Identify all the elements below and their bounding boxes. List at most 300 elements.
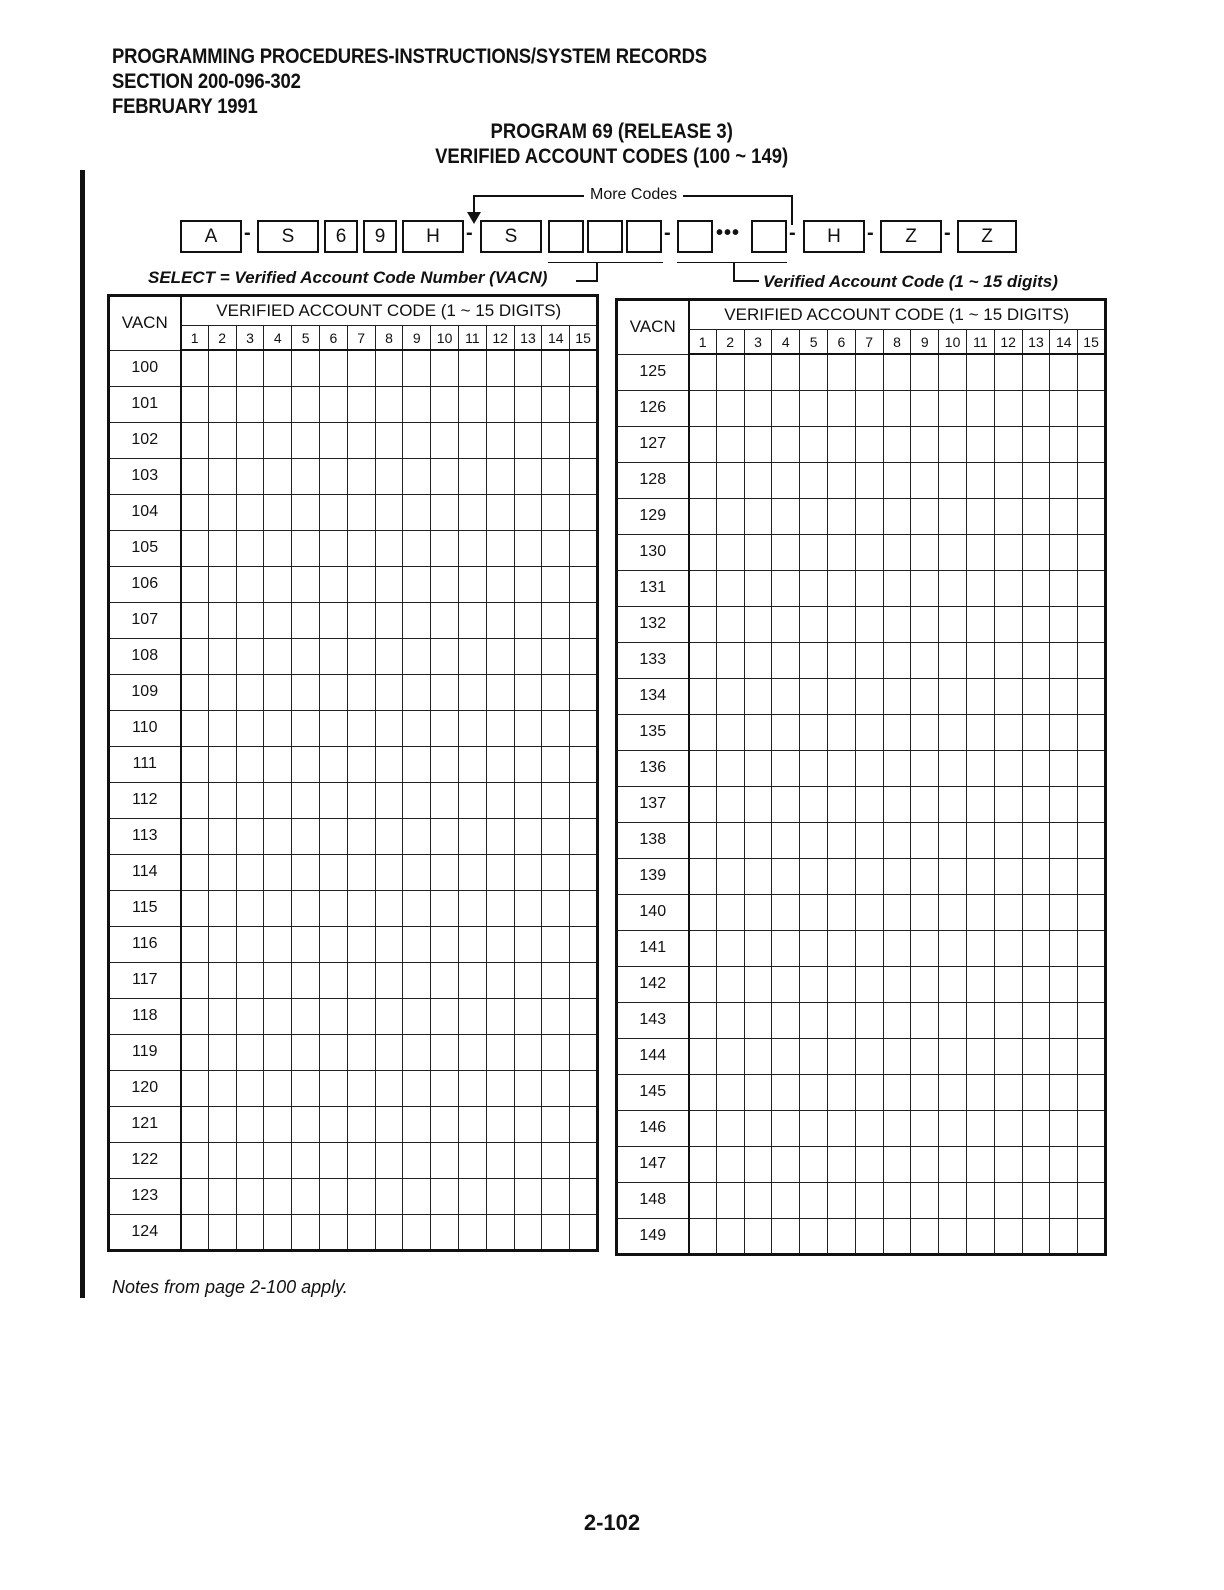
code-digit-cell[interactable] [716, 966, 744, 1002]
code-digit-cell[interactable] [1078, 714, 1106, 750]
code-digit-cell[interactable] [208, 386, 236, 422]
code-digit-cell[interactable] [181, 638, 209, 674]
code-digit-cell[interactable] [716, 1218, 744, 1254]
code-digit-cell[interactable] [800, 462, 828, 498]
code-digit-cell[interactable] [570, 1070, 598, 1106]
code-digit-cell[interactable] [800, 1002, 828, 1038]
code-digit-cell[interactable] [319, 530, 347, 566]
code-digit-cell[interactable] [347, 890, 375, 926]
code-digit-cell[interactable] [514, 926, 542, 962]
code-digit-cell[interactable] [458, 1106, 486, 1142]
code-digit-cell[interactable] [319, 1106, 347, 1142]
code-digit-cell[interactable] [292, 674, 320, 710]
code-digit-cell[interactable] [994, 1182, 1022, 1218]
code-digit-cell[interactable] [208, 458, 236, 494]
code-digit-cell[interactable] [716, 354, 744, 390]
code-digit-cell[interactable] [514, 998, 542, 1034]
code-digit-cell[interactable] [939, 570, 967, 606]
code-digit-cell[interactable] [994, 1146, 1022, 1182]
code-digit-cell[interactable] [827, 390, 855, 426]
code-digit-cell[interactable] [570, 710, 598, 746]
code-digit-cell[interactable] [458, 1034, 486, 1070]
code-digit-cell[interactable] [883, 966, 911, 1002]
code-digit-cell[interactable] [744, 714, 772, 750]
code-digit-cell[interactable] [744, 1038, 772, 1074]
code-digit-cell[interactable] [375, 710, 403, 746]
code-digit-cell[interactable] [570, 1178, 598, 1214]
code-digit-cell[interactable] [994, 714, 1022, 750]
code-digit-cell[interactable] [486, 566, 514, 602]
code-digit-cell[interactable] [855, 1110, 883, 1146]
code-digit-cell[interactable] [570, 746, 598, 782]
code-digit-cell[interactable] [855, 1146, 883, 1182]
code-digit-cell[interactable] [292, 1178, 320, 1214]
code-digit-cell[interactable] [236, 818, 264, 854]
code-digit-cell[interactable] [772, 750, 800, 786]
code-digit-cell[interactable] [347, 566, 375, 602]
code-digit-cell[interactable] [939, 1110, 967, 1146]
code-digit-cell[interactable] [800, 966, 828, 1002]
code-digit-cell[interactable] [716, 1146, 744, 1182]
code-digit-cell[interactable] [403, 746, 431, 782]
code-digit-cell[interactable] [292, 530, 320, 566]
code-digit-cell[interactable] [486, 782, 514, 818]
code-digit-cell[interactable] [1050, 1110, 1078, 1146]
code-digit-cell[interactable] [827, 498, 855, 534]
code-digit-cell[interactable] [542, 1070, 570, 1106]
code-digit-cell[interactable] [319, 638, 347, 674]
code-digit-cell[interactable] [966, 966, 994, 1002]
code-digit-cell[interactable] [1050, 1002, 1078, 1038]
code-digit-cell[interactable] [458, 1178, 486, 1214]
code-digit-cell[interactable] [264, 1034, 292, 1070]
code-digit-cell[interactable] [181, 818, 209, 854]
code-digit-cell[interactable] [689, 786, 717, 822]
code-digit-cell[interactable] [486, 1178, 514, 1214]
code-digit-cell[interactable] [403, 890, 431, 926]
code-digit-cell[interactable] [911, 354, 939, 390]
code-digit-cell[interactable] [855, 678, 883, 714]
code-digit-cell[interactable] [319, 458, 347, 494]
code-digit-cell[interactable] [542, 638, 570, 674]
code-digit-cell[interactable] [883, 1002, 911, 1038]
code-digit-cell[interactable] [347, 1178, 375, 1214]
code-digit-cell[interactable] [375, 530, 403, 566]
code-digit-cell[interactable] [486, 1142, 514, 1178]
code-digit-cell[interactable] [855, 462, 883, 498]
code-digit-cell[interactable] [403, 854, 431, 890]
code-digit-cell[interactable] [292, 1142, 320, 1178]
code-digit-cell[interactable] [994, 822, 1022, 858]
code-digit-cell[interactable] [292, 926, 320, 962]
code-digit-cell[interactable] [883, 1182, 911, 1218]
code-digit-cell[interactable] [883, 426, 911, 462]
code-digit-cell[interactable] [883, 822, 911, 858]
code-digit-cell[interactable] [486, 1034, 514, 1070]
code-digit-cell[interactable] [827, 1182, 855, 1218]
code-digit-cell[interactable] [292, 386, 320, 422]
code-digit-cell[interactable] [1050, 390, 1078, 426]
code-digit-cell[interactable] [347, 530, 375, 566]
code-digit-cell[interactable] [716, 894, 744, 930]
code-digit-cell[interactable] [208, 674, 236, 710]
code-digit-cell[interactable] [458, 674, 486, 710]
code-digit-cell[interactable] [236, 710, 264, 746]
code-digit-cell[interactable] [208, 854, 236, 890]
code-digit-cell[interactable] [486, 350, 514, 386]
code-digit-cell[interactable] [827, 678, 855, 714]
code-digit-cell[interactable] [375, 998, 403, 1034]
code-digit-cell[interactable] [375, 602, 403, 638]
code-digit-cell[interactable] [431, 890, 459, 926]
code-digit-cell[interactable] [827, 1218, 855, 1254]
code-digit-cell[interactable] [181, 854, 209, 890]
code-digit-cell[interactable] [375, 638, 403, 674]
code-digit-cell[interactable] [1022, 1110, 1050, 1146]
code-digit-cell[interactable] [319, 746, 347, 782]
code-digit-cell[interactable] [431, 1106, 459, 1142]
code-digit-cell[interactable] [1078, 498, 1106, 534]
code-digit-cell[interactable] [181, 1178, 209, 1214]
code-digit-cell[interactable] [542, 1214, 570, 1250]
code-digit-cell[interactable] [966, 390, 994, 426]
code-digit-cell[interactable] [570, 962, 598, 998]
code-digit-cell[interactable] [570, 782, 598, 818]
code-digit-cell[interactable] [689, 858, 717, 894]
code-digit-cell[interactable] [883, 1146, 911, 1182]
code-digit-cell[interactable] [514, 1034, 542, 1070]
code-digit-cell[interactable] [514, 1178, 542, 1214]
code-digit-cell[interactable] [800, 498, 828, 534]
code-digit-cell[interactable] [458, 890, 486, 926]
code-digit-cell[interactable] [264, 1106, 292, 1142]
code-digit-cell[interactable] [431, 926, 459, 962]
code-digit-cell[interactable] [486, 1106, 514, 1142]
code-digit-cell[interactable] [855, 426, 883, 462]
code-digit-cell[interactable] [375, 674, 403, 710]
code-digit-cell[interactable] [911, 786, 939, 822]
code-digit-cell[interactable] [716, 498, 744, 534]
code-digit-cell[interactable] [514, 710, 542, 746]
code-digit-cell[interactable] [966, 1146, 994, 1182]
code-digit-cell[interactable] [883, 354, 911, 390]
code-digit-cell[interactable] [1022, 606, 1050, 642]
code-digit-cell[interactable] [939, 858, 967, 894]
code-digit-cell[interactable] [994, 642, 1022, 678]
code-digit-cell[interactable] [1078, 642, 1106, 678]
code-digit-cell[interactable] [911, 606, 939, 642]
code-digit-cell[interactable] [994, 1110, 1022, 1146]
code-digit-cell[interactable] [319, 386, 347, 422]
code-digit-cell[interactable] [264, 638, 292, 674]
code-digit-cell[interactable] [716, 570, 744, 606]
code-digit-cell[interactable] [772, 714, 800, 750]
code-digit-cell[interactable] [1050, 750, 1078, 786]
code-digit-cell[interactable] [264, 566, 292, 602]
code-digit-cell[interactable] [319, 854, 347, 890]
code-digit-cell[interactable] [236, 1034, 264, 1070]
code-digit-cell[interactable] [855, 498, 883, 534]
code-digit-cell[interactable] [883, 498, 911, 534]
code-digit-cell[interactable] [1078, 606, 1106, 642]
code-digit-cell[interactable] [570, 566, 598, 602]
code-digit-cell[interactable] [236, 422, 264, 458]
code-digit-cell[interactable] [570, 458, 598, 494]
code-digit-cell[interactable] [347, 1106, 375, 1142]
code-digit-cell[interactable] [431, 746, 459, 782]
code-digit-cell[interactable] [966, 642, 994, 678]
code-digit-cell[interactable] [264, 854, 292, 890]
code-digit-cell[interactable] [542, 782, 570, 818]
code-digit-cell[interactable] [181, 998, 209, 1034]
code-digit-cell[interactable] [264, 386, 292, 422]
code-digit-cell[interactable] [911, 678, 939, 714]
code-digit-cell[interactable] [181, 1142, 209, 1178]
code-digit-cell[interactable] [292, 458, 320, 494]
code-digit-cell[interactable] [689, 498, 717, 534]
code-digit-cell[interactable] [827, 966, 855, 1002]
code-digit-cell[interactable] [347, 962, 375, 998]
code-digit-cell[interactable] [208, 1106, 236, 1142]
code-digit-cell[interactable] [347, 926, 375, 962]
code-digit-cell[interactable] [939, 1074, 967, 1110]
code-digit-cell[interactable] [181, 350, 209, 386]
code-digit-cell[interactable] [347, 782, 375, 818]
code-digit-cell[interactable] [800, 606, 828, 642]
code-digit-cell[interactable] [1022, 354, 1050, 390]
code-digit-cell[interactable] [292, 638, 320, 674]
code-digit-cell[interactable] [319, 1214, 347, 1250]
code-digit-cell[interactable] [966, 858, 994, 894]
code-digit-cell[interactable] [855, 750, 883, 786]
code-digit-cell[interactable] [1078, 858, 1106, 894]
code-digit-cell[interactable] [1078, 534, 1106, 570]
code-digit-cell[interactable] [431, 422, 459, 458]
code-digit-cell[interactable] [689, 1074, 717, 1110]
code-digit-cell[interactable] [458, 962, 486, 998]
code-digit-cell[interactable] [208, 1034, 236, 1070]
code-digit-cell[interactable] [1078, 462, 1106, 498]
code-digit-cell[interactable] [911, 1074, 939, 1110]
code-digit-cell[interactable] [458, 1142, 486, 1178]
code-digit-cell[interactable] [570, 854, 598, 890]
code-digit-cell[interactable] [744, 786, 772, 822]
code-digit-cell[interactable] [883, 678, 911, 714]
code-digit-cell[interactable] [264, 1142, 292, 1178]
code-digit-cell[interactable] [403, 1070, 431, 1106]
code-digit-cell[interactable] [181, 1106, 209, 1142]
code-digit-cell[interactable] [716, 462, 744, 498]
code-digit-cell[interactable] [716, 642, 744, 678]
code-digit-cell[interactable] [375, 350, 403, 386]
code-digit-cell[interactable] [827, 894, 855, 930]
code-digit-cell[interactable] [911, 534, 939, 570]
code-digit-cell[interactable] [939, 534, 967, 570]
code-digit-cell[interactable] [542, 458, 570, 494]
code-digit-cell[interactable] [939, 1146, 967, 1182]
code-digit-cell[interactable] [292, 350, 320, 386]
code-digit-cell[interactable] [994, 390, 1022, 426]
code-digit-cell[interactable] [236, 386, 264, 422]
code-digit-cell[interactable] [911, 930, 939, 966]
code-digit-cell[interactable] [208, 782, 236, 818]
code-digit-cell[interactable] [264, 1214, 292, 1250]
code-digit-cell[interactable] [911, 570, 939, 606]
code-digit-cell[interactable] [827, 426, 855, 462]
code-digit-cell[interactable] [514, 674, 542, 710]
code-digit-cell[interactable] [994, 786, 1022, 822]
code-digit-cell[interactable] [486, 818, 514, 854]
code-digit-cell[interactable] [772, 822, 800, 858]
code-digit-cell[interactable] [911, 1110, 939, 1146]
code-digit-cell[interactable] [458, 854, 486, 890]
code-digit-cell[interactable] [772, 390, 800, 426]
code-digit-cell[interactable] [1078, 822, 1106, 858]
code-digit-cell[interactable] [911, 1002, 939, 1038]
code-digit-cell[interactable] [292, 1034, 320, 1070]
code-digit-cell[interactable] [911, 1146, 939, 1182]
code-digit-cell[interactable] [744, 570, 772, 606]
code-digit-cell[interactable] [403, 602, 431, 638]
code-digit-cell[interactable] [403, 1106, 431, 1142]
code-digit-cell[interactable] [800, 1146, 828, 1182]
code-digit-cell[interactable] [1022, 786, 1050, 822]
code-digit-cell[interactable] [236, 1106, 264, 1142]
code-digit-cell[interactable] [855, 354, 883, 390]
code-digit-cell[interactable] [208, 350, 236, 386]
code-digit-cell[interactable] [486, 1070, 514, 1106]
code-digit-cell[interactable] [375, 1070, 403, 1106]
code-digit-cell[interactable] [855, 390, 883, 426]
code-digit-cell[interactable] [375, 890, 403, 926]
code-digit-cell[interactable] [181, 710, 209, 746]
code-digit-cell[interactable] [486, 998, 514, 1034]
code-digit-cell[interactable] [966, 606, 994, 642]
code-digit-cell[interactable] [966, 1074, 994, 1110]
code-digit-cell[interactable] [319, 1070, 347, 1106]
code-digit-cell[interactable] [716, 606, 744, 642]
code-digit-cell[interactable] [744, 1110, 772, 1146]
code-digit-cell[interactable] [827, 1038, 855, 1074]
code-digit-cell[interactable] [486, 1214, 514, 1250]
code-digit-cell[interactable] [939, 498, 967, 534]
code-digit-cell[interactable] [855, 1182, 883, 1218]
code-digit-cell[interactable] [855, 534, 883, 570]
code-digit-cell[interactable] [236, 494, 264, 530]
code-digit-cell[interactable] [514, 422, 542, 458]
code-digit-cell[interactable] [208, 566, 236, 602]
code-digit-cell[interactable] [883, 606, 911, 642]
code-digit-cell[interactable] [966, 1110, 994, 1146]
code-digit-cell[interactable] [855, 1218, 883, 1254]
code-digit-cell[interactable] [319, 494, 347, 530]
code-digit-cell[interactable] [1050, 786, 1078, 822]
code-digit-cell[interactable] [744, 1218, 772, 1254]
code-digit-cell[interactable] [264, 818, 292, 854]
code-digit-cell[interactable] [208, 1214, 236, 1250]
code-digit-cell[interactable] [1022, 930, 1050, 966]
code-digit-cell[interactable] [542, 1034, 570, 1070]
code-digit-cell[interactable] [264, 926, 292, 962]
code-digit-cell[interactable] [689, 534, 717, 570]
code-digit-cell[interactable] [375, 782, 403, 818]
code-digit-cell[interactable] [264, 782, 292, 818]
code-digit-cell[interactable] [264, 998, 292, 1034]
code-digit-cell[interactable] [966, 894, 994, 930]
code-digit-cell[interactable] [292, 1214, 320, 1250]
code-digit-cell[interactable] [375, 458, 403, 494]
code-digit-cell[interactable] [264, 1178, 292, 1214]
code-digit-cell[interactable] [800, 570, 828, 606]
code-digit-cell[interactable] [375, 746, 403, 782]
code-digit-cell[interactable] [319, 1178, 347, 1214]
code-digit-cell[interactable] [347, 350, 375, 386]
code-digit-cell[interactable] [911, 714, 939, 750]
code-digit-cell[interactable] [431, 674, 459, 710]
code-digit-cell[interactable] [208, 1142, 236, 1178]
code-digit-cell[interactable] [827, 1002, 855, 1038]
code-digit-cell[interactable] [1022, 1074, 1050, 1110]
code-digit-cell[interactable] [689, 930, 717, 966]
code-digit-cell[interactable] [542, 386, 570, 422]
code-digit-cell[interactable] [542, 350, 570, 386]
code-digit-cell[interactable] [1050, 1182, 1078, 1218]
code-digit-cell[interactable] [966, 1002, 994, 1038]
code-digit-cell[interactable] [486, 746, 514, 782]
code-digit-cell[interactable] [570, 1034, 598, 1070]
code-digit-cell[interactable] [208, 962, 236, 998]
code-digit-cell[interactable] [883, 858, 911, 894]
code-digit-cell[interactable] [716, 750, 744, 786]
code-digit-cell[interactable] [827, 606, 855, 642]
code-digit-cell[interactable] [181, 890, 209, 926]
code-digit-cell[interactable] [431, 566, 459, 602]
code-digit-cell[interactable] [292, 782, 320, 818]
code-digit-cell[interactable] [375, 1034, 403, 1070]
code-digit-cell[interactable] [744, 462, 772, 498]
code-digit-cell[interactable] [403, 710, 431, 746]
code-digit-cell[interactable] [292, 710, 320, 746]
code-digit-cell[interactable] [1022, 714, 1050, 750]
code-digit-cell[interactable] [486, 854, 514, 890]
code-digit-cell[interactable] [1050, 1038, 1078, 1074]
code-digit-cell[interactable] [570, 890, 598, 926]
code-digit-cell[interactable] [236, 1070, 264, 1106]
code-digit-cell[interactable] [403, 1178, 431, 1214]
code-digit-cell[interactable] [827, 570, 855, 606]
code-digit-cell[interactable] [264, 1070, 292, 1106]
code-digit-cell[interactable] [883, 1038, 911, 1074]
code-digit-cell[interactable] [772, 1074, 800, 1110]
code-digit-cell[interactable] [236, 602, 264, 638]
code-digit-cell[interactable] [208, 638, 236, 674]
code-digit-cell[interactable] [911, 858, 939, 894]
code-digit-cell[interactable] [236, 782, 264, 818]
code-digit-cell[interactable] [800, 678, 828, 714]
code-digit-cell[interactable] [827, 822, 855, 858]
code-digit-cell[interactable] [939, 966, 967, 1002]
code-digit-cell[interactable] [689, 1002, 717, 1038]
code-digit-cell[interactable] [966, 498, 994, 534]
code-digit-cell[interactable] [966, 930, 994, 966]
code-digit-cell[interactable] [486, 386, 514, 422]
code-digit-cell[interactable] [570, 422, 598, 458]
code-digit-cell[interactable] [208, 746, 236, 782]
code-digit-cell[interactable] [403, 1034, 431, 1070]
code-digit-cell[interactable] [966, 354, 994, 390]
code-digit-cell[interactable] [319, 782, 347, 818]
code-digit-cell[interactable] [939, 750, 967, 786]
